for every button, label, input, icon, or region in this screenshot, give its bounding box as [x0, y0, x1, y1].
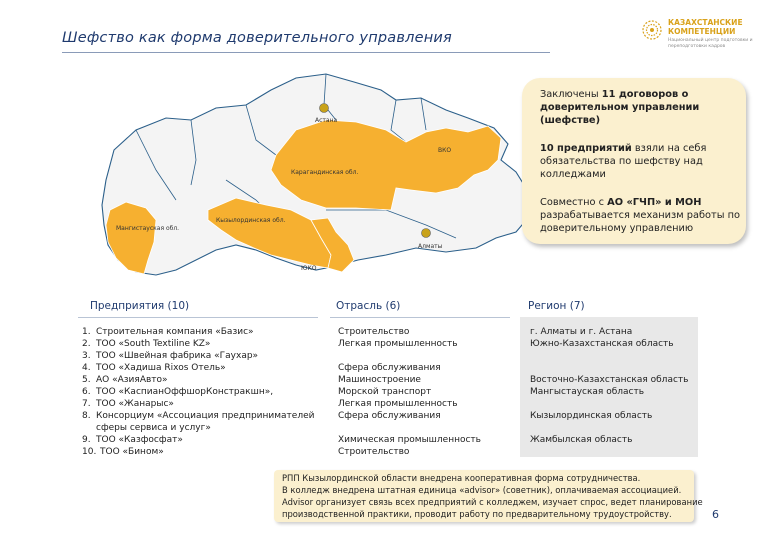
- industry-entry: Сфера обслуживания: [338, 363, 441, 373]
- industry-entry: Легкая промышленность: [338, 339, 458, 349]
- logo-mark-icon: [640, 18, 664, 42]
- region-cell: [530, 326, 674, 350]
- region-entry: Восточно-Казахстанская область: [530, 375, 689, 385]
- note-line: Advisor организует связь всех предприятий с колледжем, изучает спрос, ведет планирование: [282, 497, 703, 507]
- region-entry: Южно-Казахстанская область: [530, 339, 674, 349]
- item-text: АО «АзияАвто»: [96, 375, 168, 385]
- logo-subtitle: Национальный центр подготовки и переподготовки кадров: [668, 38, 753, 49]
- callout-bold: 11 договоров о доверительном управлении (шефстве): [540, 89, 700, 126]
- callout-contracts: [540, 88, 740, 127]
- industry-entry: Сфера обслуживания: [338, 411, 441, 421]
- region-cell: [530, 434, 632, 446]
- callout-text: Заключены: [540, 89, 602, 100]
- map-label-mangistau: Мангистауская обл.: [116, 225, 180, 232]
- region-entry: Кызылординская область: [530, 411, 653, 421]
- item-number: 9.: [82, 435, 91, 445]
- callout-enterprises: [540, 142, 740, 181]
- list-item: [82, 446, 322, 458]
- note-line: производственной практики, проводит работу по предварительному трудоустройству.: [282, 509, 672, 519]
- list-item: [82, 422, 322, 434]
- callout-bold: АО «ГЧП» и МОН: [607, 197, 702, 208]
- industry-entry: Химическая промышленность: [338, 435, 481, 445]
- page-number: 6: [712, 508, 719, 521]
- enterprises-header: Предприятия (10): [90, 300, 190, 312]
- kyzylorda-note: [274, 470, 703, 522]
- enterprises-list: [82, 326, 322, 458]
- logo-name: КАЗАХСТАНСКИЕ КОМПЕТЕНЦИИ: [668, 18, 743, 36]
- item-text: ТОО «Хадиша Rixos Отель»: [96, 363, 226, 373]
- callout-mechanism: [540, 196, 740, 235]
- map-label-almaty: Алматы: [418, 243, 443, 250]
- note-line: В колледж внедрена штатная единица «advisor» (советник), оплачиваемая ассоциацией.: [282, 485, 682, 495]
- callout-text: Совместно с: [540, 197, 608, 208]
- header-divider: [78, 317, 318, 318]
- region-entry: г. Алматы и г. Астана: [530, 327, 633, 337]
- item-number: 7.: [82, 399, 91, 409]
- region-cell: [530, 410, 652, 422]
- item-number: 4.: [82, 363, 91, 373]
- region-entry: Мангыстауская область: [530, 387, 645, 397]
- summary-callout: [522, 78, 746, 244]
- item-text: ТОО «Швейная фабрика «Гаухар»: [96, 351, 259, 361]
- item-text: Строительная компания «Базис»: [96, 327, 254, 337]
- industry-entry: Легкая промышленность: [338, 399, 458, 409]
- industry-cell: [338, 362, 458, 422]
- item-text: сферы сервиса и услуг»: [96, 423, 211, 433]
- list-item: [82, 386, 322, 398]
- region-entry: Жамбылская область: [530, 435, 633, 445]
- industry-header: Отрасль (6): [336, 300, 401, 312]
- industry-cell: [338, 326, 458, 350]
- item-text: Консорциум «Ассоциация предпринимателей: [96, 411, 315, 421]
- map-label-yko: ЮКО: [301, 265, 317, 272]
- list-item: [82, 362, 322, 374]
- item-number: 1.: [82, 327, 91, 337]
- callout-text: разрабатывается механизм работы по доверительному управлению: [540, 210, 740, 234]
- industry-entry: Машиностроение: [338, 375, 421, 385]
- item-text: ТОО «Бином»: [100, 447, 164, 457]
- callout-bold: 10 предприятий: [540, 143, 632, 154]
- list-item: [82, 410, 322, 422]
- item-text: ТОО «КаспианОффшорКонстракшн»,: [96, 387, 274, 397]
- map-label-kyzylorda: Кызылординская обл.: [216, 217, 286, 224]
- header-divider: [330, 317, 510, 318]
- industry-cell: [338, 434, 481, 458]
- title-underline: [62, 52, 550, 53]
- page-title: Шефство как форма доверительного управления: [62, 30, 452, 46]
- list-item: [82, 434, 322, 446]
- item-number: 5.: [82, 375, 91, 385]
- list-item: [82, 326, 322, 338]
- list-item: [82, 374, 322, 386]
- item-number: 8.: [82, 411, 91, 421]
- item-number: 3.: [82, 351, 91, 361]
- region-header: Регион (7): [528, 300, 585, 312]
- item-text: ТОО «Казфосфат»: [96, 435, 183, 445]
- industry-entry: Строительство: [338, 447, 410, 457]
- item-number: 6.: [82, 387, 91, 397]
- industry-entry: Морской транспорт: [338, 387, 432, 397]
- map-label-astana: Астана: [315, 117, 338, 124]
- item-text: ТОО «Жанарыс»: [96, 399, 174, 409]
- kazakhstan-map: [96, 60, 556, 290]
- list-item: [82, 350, 322, 362]
- callout-text: взяли на себя обязательства по шефству над колледжами: [540, 143, 707, 180]
- map-label-karaganda: Карагандинская обл.: [291, 169, 359, 176]
- list-item: [82, 398, 322, 410]
- item-text: ТОО «South Textiline KZ»: [96, 339, 211, 349]
- region-cell: [530, 374, 688, 398]
- industry-entry: Строительство: [338, 327, 410, 337]
- item-number: [82, 422, 96, 434]
- list-item: [82, 338, 322, 350]
- item-number: 2.: [82, 339, 91, 349]
- note-line: РПП Кызылординской области внедрена кооперативная форма сотрудничества.: [282, 473, 641, 483]
- item-number: 10.: [82, 447, 97, 457]
- organization-logo: [640, 18, 772, 62]
- map-label-vko: ВКО: [438, 147, 452, 154]
